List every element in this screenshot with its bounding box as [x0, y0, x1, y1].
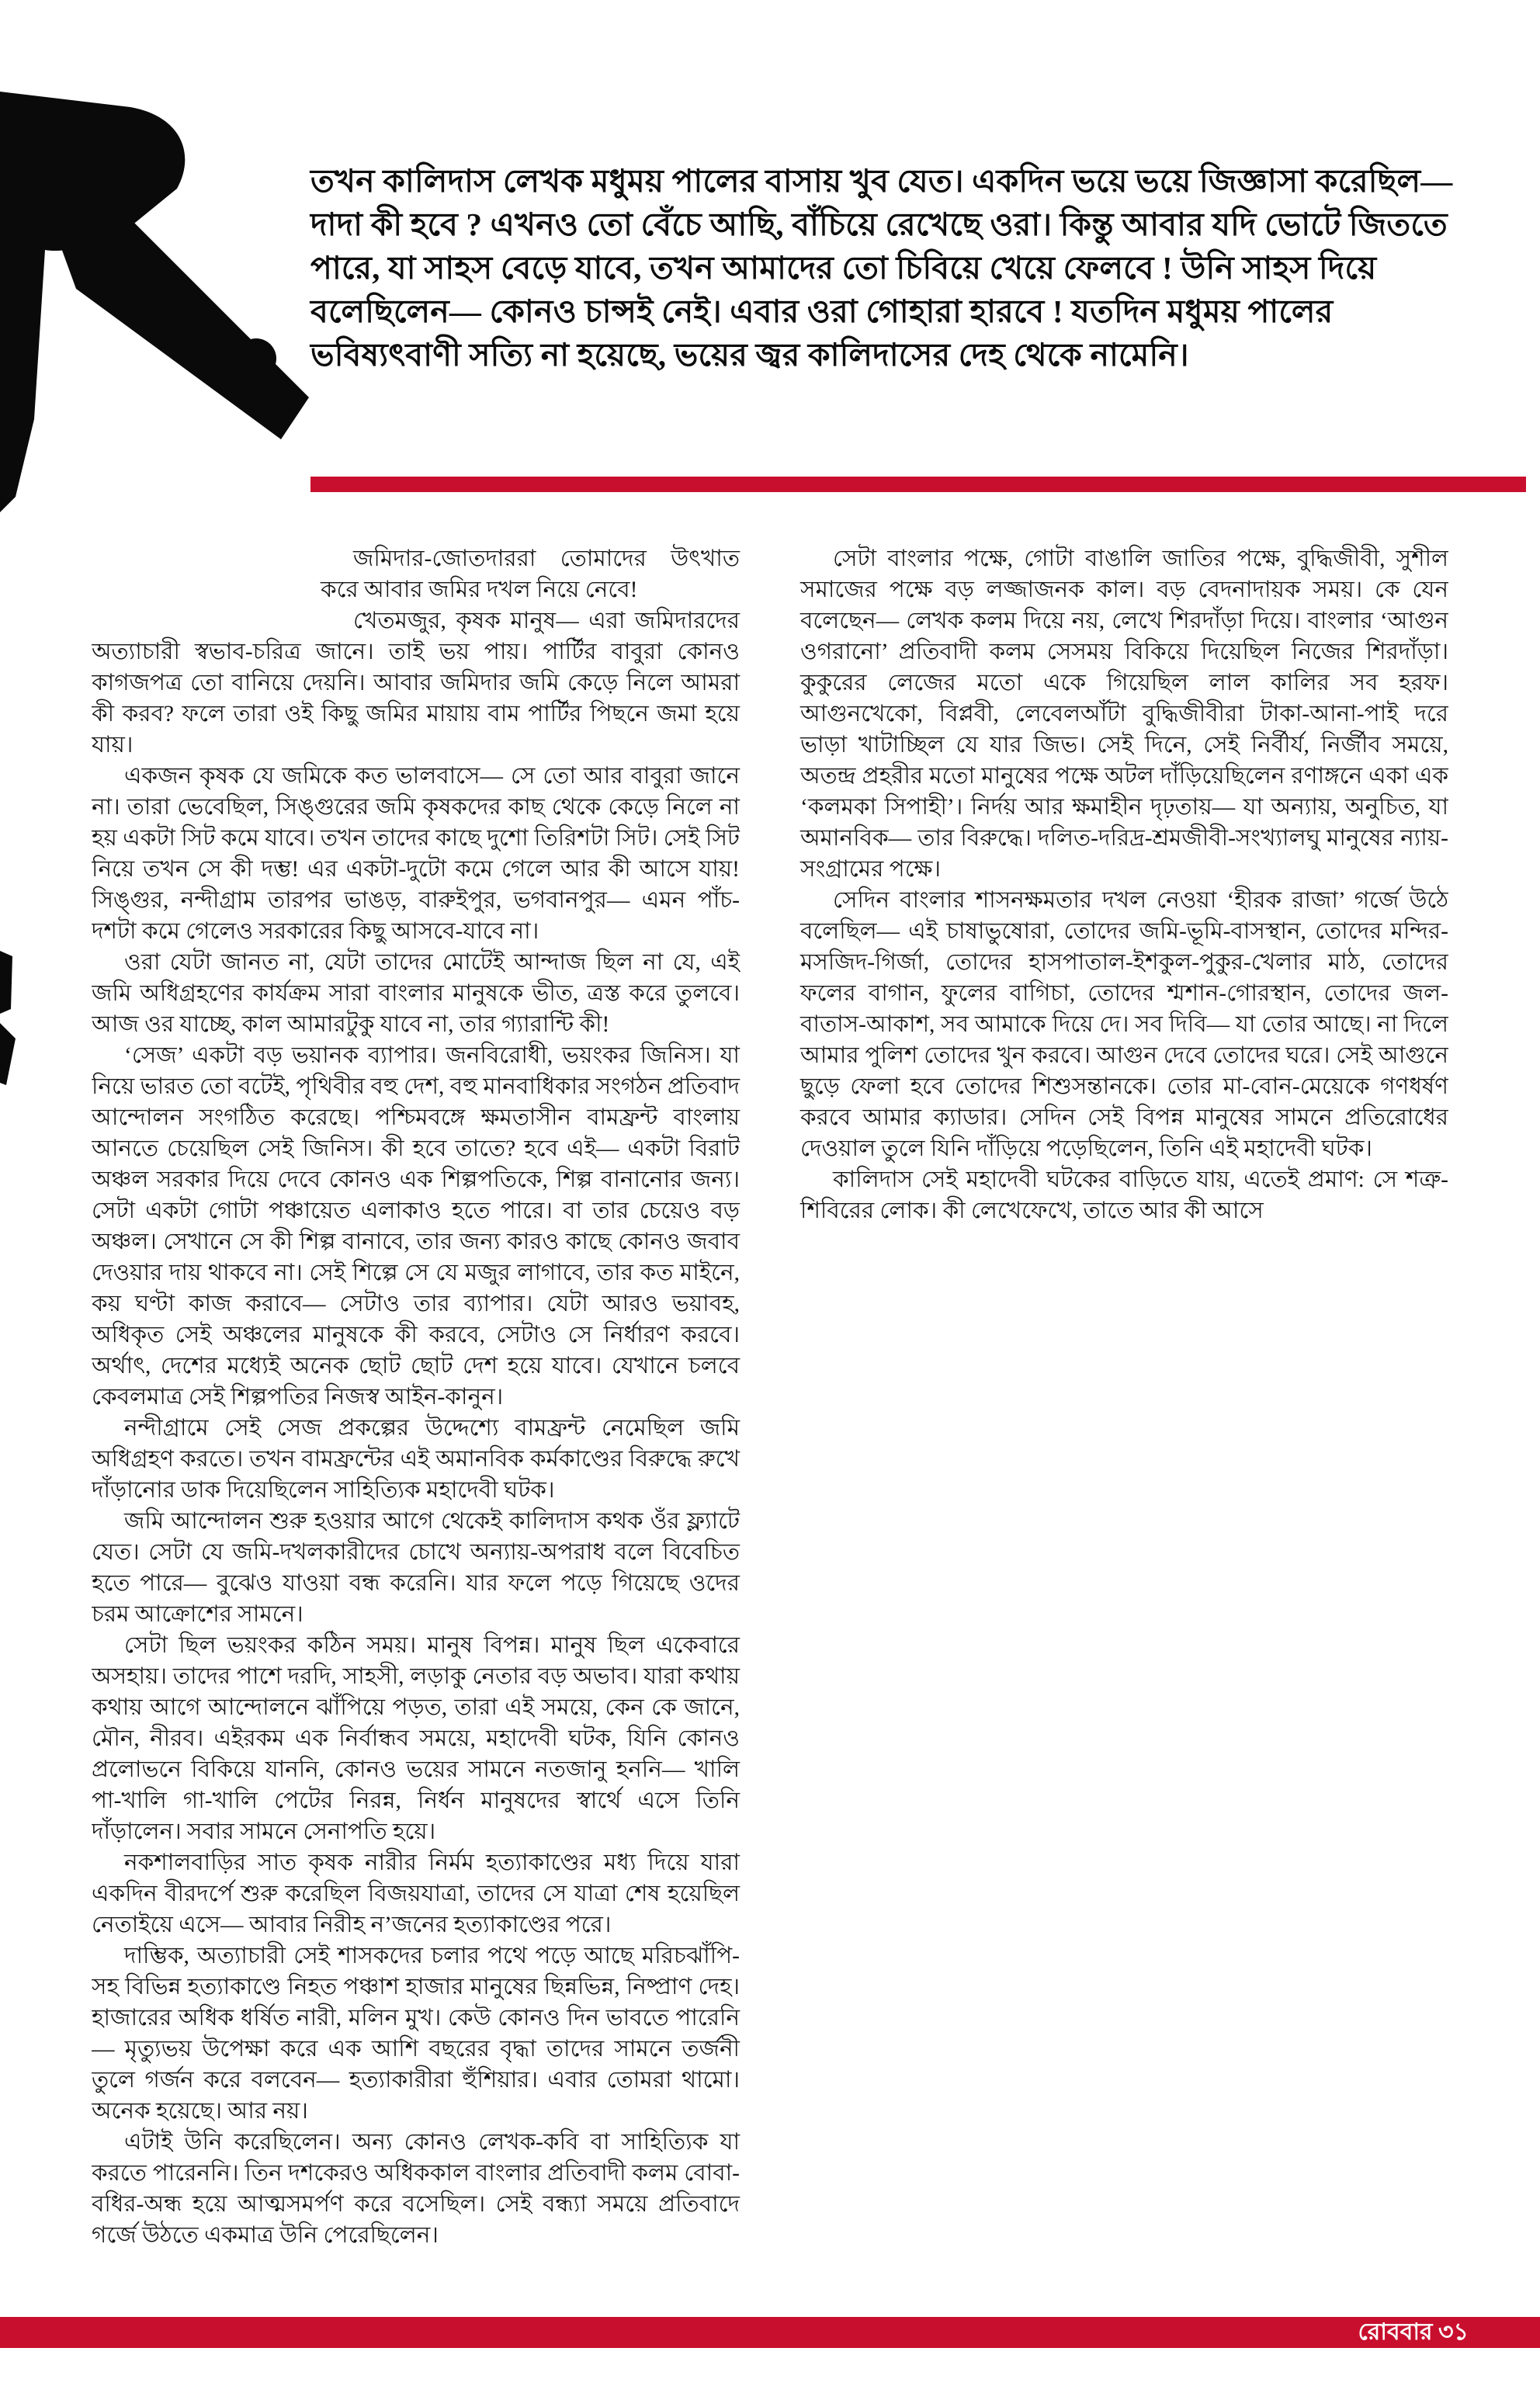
- red-divider-rule: [310, 477, 1526, 492]
- ink-wrap-spacer: [92, 543, 321, 610]
- article-body: [92, 543, 1448, 2274]
- article-paragraph: ওরা যেটা জানত না, যেটা তাদের মোটেই আন্দাজ ছিল না যে, এই জমি অধিগ্রহণের কার্যক্রম সারা বাংলার মানুষকে ভীত, ত্রস্ত করে তুলবে। আজ ওর যাচ্ছে, কাল আমারটুকু যাবে না, তার গ্যারান্টি কী!: [92, 950, 740, 1037]
- article-paragraph: খেতমজুর, কৃষক মানুষ— এরা জমিদারদের অত্যাচারী স্বভাব-চরিত্র জানে। তাই ভয় পায়। পার্টির বাবুরা কোনও কাগজপত্র তো বানিয়ে দেয়নি। আবার জমিদার জমি কেড়ে নিলে আমরা কী করব? ফলে তারা ওই কিছু জমির মায়ায় বাম পার্টির পিছনে জমা হয়ে যায়।: [92, 609, 740, 758]
- article-paragraph: দাম্ভিক, অত্যাচারী সেই শাসকদের চলার পথে পড়ে আছে মরিচঝাঁপি-সহ বিভিন্ন হত্যাকাণ্ডে নিহত পঞ্চাশ হাজার মানুষের ছিন্নভিন্ন, নিষ্প্রাণ দেহ। হাজারের অধিক ধর্ষিত নারী, মলিন মুখ। কেউ কোনও দিন ভাবতে পারেনি— মৃত্যুভয় উপেক্ষা করে এক আশি বছরের বৃদ্ধা তাদের সামনে তর্জনী তুলে গর্জন করে বলবেন— হত্যাকারীরা হুঁশিয়ার। এবার তোমরা থামো। অনেক হয়েছে। আর নয়।: [92, 1944, 740, 2124]
- article-paragraph: সেটা ছিল ভয়ংকর কঠিন সময়। মানুষ বিপন্ন। মানুষ ছিল একেবারে অসহায়। তাদের পাশে দরদি, সাহসী, লড়াকু নেতার বড় অভাব। যারা কথায় কথায় আগে আন্দোলনে ঝাঁপিয়ে পড়ত, তারা এই সময়ে, কেন কে জানে, মৌন, নীরব। এইরকম এক নির্বান্ধব সময়ে, মহাদেবী ঘটক, যিনি কোনও প্রলোভনে বিকিয়ে যাননি, কোনও ভয়ের সামনে নতজানু হননি— খালি পা-খালি গা-খালি পেটের নিরন্ন, নির্ধন মানুষদের স্বার্থে এসে তিনি দাঁড়ালেন। সবার সামনে সেনাপতি হয়ে।: [92, 1633, 740, 1844]
- article-paragraph: সেদিন বাংলার শাসনক্ষমতার দখল নেওয়া ‘হীরক রাজা’ গর্জে উঠে বলেছিল— এই চাষাভুষোরা, তোদের জমি-ভূমি-বাসস্থান, তোদের মন্দির-মসজিদ-গির্জা, তোদের হাসপাতাল-ইশকুল-পুকুর-খেলার মাঠ, তোদের ফলের বাগান, ফুলের বাগিচা, তোদের শ্মশান-গোরস্থান, তোদের জল-বাতাস-আকাশ, সব আমাকে দিয়ে দে। সব দিবি— যা তোর আছে। না দিলে আমার পুলিশ তোদের খুন করবে। আগুন দেবে তোদের ঘরে। সেই আগুনে ছুড়ে ফেলা হবে তোদের শিশুসন্তানকে। তোর মা-বোন-মেয়েকে গণধর্ষণ করবে আমার ক্যাডার। সেদিন সেই বিপন্ন মানুষের সামনে প্রতিরোধের দেওয়াল তুলে যিনি দাঁড়িয়ে পড়েছিলেন, তিনি এই মহাদেবী ঘটক।: [800, 888, 1448, 1161]
- article-paragraph: জমিদার-জোতদাররা তোমাদের উৎখাত করে আবার জমির দখল নিয়ে নেবে!: [321, 546, 740, 602]
- article-paragraph: সেটা বাংলার পক্ষে, গোটা বাঙালি জাতির পক্ষে, বুদ্ধিজীবী, সুশীল সমাজের পক্ষে বড় লজ্জাজনক কাল। বড় বেদনাদায়ক সময়। কে যেন বলেছেন— লেখক কলম দিয়ে নয়, লেখে শিরদাঁড়া দিয়ে। বাংলার ‘আগুন ওগরানো’ প্রতিবাদী কলম সেসময় বিকিয়ে দিয়েছিল নিজের শিরদাঁড়া। কুকুরের লেজের মতো একে গিয়েছিল লাল কালির সব হরফ। আগুনখেকো, বিপ্লবী, লেবেলআঁটা বুদ্ধিজীবীরা টাকা-আনা-পাই দরে ভাড়া খাটাচ্ছিল যে যার জিভ। সেই দিনে, সেই নির্বীর্য, নির্জীব সময়ে, অতন্দ্র প্রহরীর মতো মানুষের পক্ষে অটল দাঁড়িয়েছিলেন রণাঙ্গনে একা এক ‘কলমকা সিপাহী’। নির্দয় আর ক্ষমাহীন দৃঢ়তায়— যা অন্যায়, অনুচিত, যা অমানবিক— তার বিরুদ্ধে। দলিত-দরিদ্র-শ্রমজীবী-সংখ্যালঘু মানুষের ন্যায়-সংগ্রামের পক্ষে।: [800, 546, 1448, 882]
- article-paragraph: একজন কৃষক যে জমিকে কত ভালবাসে— সে তো আর বাবুরা জানে না। তারা ভেবেছিল, সিঙ্গুরের জমি কৃষকদের কাছ থেকে কেড়ে নিলে না হয় একটা সিট কমে যাবে। তখন তাদের কাছে দুশো তিরিশটা সিট। সেই সিট নিয়ে তখন সে কী দম্ভ! এর একটা-দুটো কমে গেলে আর কী আসে যায়! সিঙ্গুর, নন্দীগ্রাম তারপর ভাঙড়, বারুইপুর, ভগবানপুর— এমন পাঁচ-দশটা কমে গেলেও সরকারের কিছু আসবে-যাবে না।: [92, 764, 740, 944]
- page-footer-label: রোববার ৩১: [1358, 2318, 1469, 2345]
- intro-deck-paragraph: তখন কালিদাস লেখক মধুময় পালের বাসায় খুব যেত। একদিন ভয়ে ভয়ে জিজ্ঞাসা করেছিল— দাদা কী হবে ? এখনও তো বেঁচে আছি, বাঁচিয়ে রেখেছে ওরা। কিন্তু আবার যদি ভোটে জিততে পারে, যা সাহস বেড়ে যাবে, তখন আমাদের তো চিবিয়ে খেয়ে ফেলবে ! উনি সাহস দিয়ে বলেছিলেন— কোনও চান্সই নেই। এবার ওরা গোহারা হারবে ! যতদিন মধুময় পালের ভবিষ্যৎবাণী সত্যি না হয়েছে, ভয়ের জ্বর কালিদাসের দেহ থেকে নামেনি।: [310, 163, 1453, 373]
- article-paragraph: এটাই উনি করেছিলেন। অন্য কোনও লেখক-কবি বা সাহিত্যিক যা করতে পারেননি। তিন দশকেরও অধিককাল বাংলার প্রতিবাদী কলম বোবা-বধির-অন্ধ হয়ে আত্মসমর্পণ করে বসেছিল। সেই বন্ধ্যা সময়ে প্রতিবাদে গর্জে উঠতে একমাত্র উনি পেরেছিলেন।: [92, 2130, 740, 2248]
- footer-folio-band: [0, 2317, 1540, 2348]
- article-paragraph: কালিদাস সেই মহাদেবী ঘটকের বাড়িতে যায়, এতেই প্রমাণ: সে শত্রু-শিবিরের লোক। কী লেখেফেখে, তাতে আর কী আসে: [800, 1167, 1448, 1223]
- article-paragraph: ‘সেজ’ একটা বড় ভয়ানক ব্যাপার। জনবিরোধী, ভয়ংকর জিনিস। যা নিয়ে ভারত তো বটেই, পৃথিবীর বহু দেশ, বহু মানবাধিকার সংগঠন প্রতিবাদ আন্দোলন সংগঠিত করেছে। পশ্চিমবঙ্গে ক্ষমতাসীন বামফ্রন্ট বাংলায় আনতে চেয়েছিল সেই জিনিস। কী হবে তাতে? হবে এই— একটা বিরাট অঞ্চল সরকার দিয়ে দেবে কোনও এক শিল্পপতিকে, শিল্প বানানোর জন্য। সেটা একটা গোটা পঞ্চায়েত এলাকাও হতে পারে। বা তার চেয়েও বড় অঞ্চল। সেখানে সে কী শিল্প বানাবে, তার জন্য কারও কাছে কোনও জবাব দেওয়ার দায় থাকবে না। সেই শিল্পে সে যে মজুর লাগাবে, তার কত মাইনে, কয় ঘণ্টা কাজ করাবে— সেটাও তার ব্যাপার। যেটা আরও ভয়াবহ, অধিকৃত সেই অঞ্চলের মানুষকে কী করবে, সেটাও সে নির্ধারণ করবে। অর্থাৎ, দেশের মধ্যেই অনেক ছোট ছোট দেশ হয়ে যাবে। যেখানে চলবে কেবলমাত্র সেই শিল্পপতির নিজস্ব আইন-কানুন।: [92, 1043, 740, 1410]
- article-paragraph: নন্দীগ্রামে সেই সেজ প্রকল্পের উদ্দেশ্যে বামফ্রন্ট নেমেছিল জমি অধিগ্রহণ করতে। তখন বামফ্রন্টের এই অমানবিক কর্মকাণ্ডের বিরুদ্ধে রুখে দাঁড়ানোর ডাক দিয়েছিলেন সাহিত্যিক মহাদেবী ঘটক।: [92, 1416, 740, 1503]
- article-paragraph: জমি আন্দোলন শুরু হওয়ার আগে থেকেই কালিদাস কথক ওঁর ফ্ল্যাটে যেত। সেটা যে জমি-দখলকারীদের চোখে অন্যায়-অপরাধ বলে বিবেচিত হতে পারে— বুঝেও যাওয়া বন্ধ করেনি। যার ফলে পড়ে গিয়েছে ওদের চরম আক্রোশের সামনে।: [92, 1509, 740, 1627]
- article-paragraph: নকশালবাড়ির সাত কৃষক নারীর নির্মম হত্যাকাণ্ডের মধ্য দিয়ে যারা একদিন বীরদর্পে শুরু করেছিল বিজয়যাত্রা, তাদের সে যাত্রা শেষ হয়েছিল নেতাইয়ে এসে— আবার নিরীহ ন’জনের হত্যাকাণ্ডের পরে।: [92, 1850, 740, 1937]
